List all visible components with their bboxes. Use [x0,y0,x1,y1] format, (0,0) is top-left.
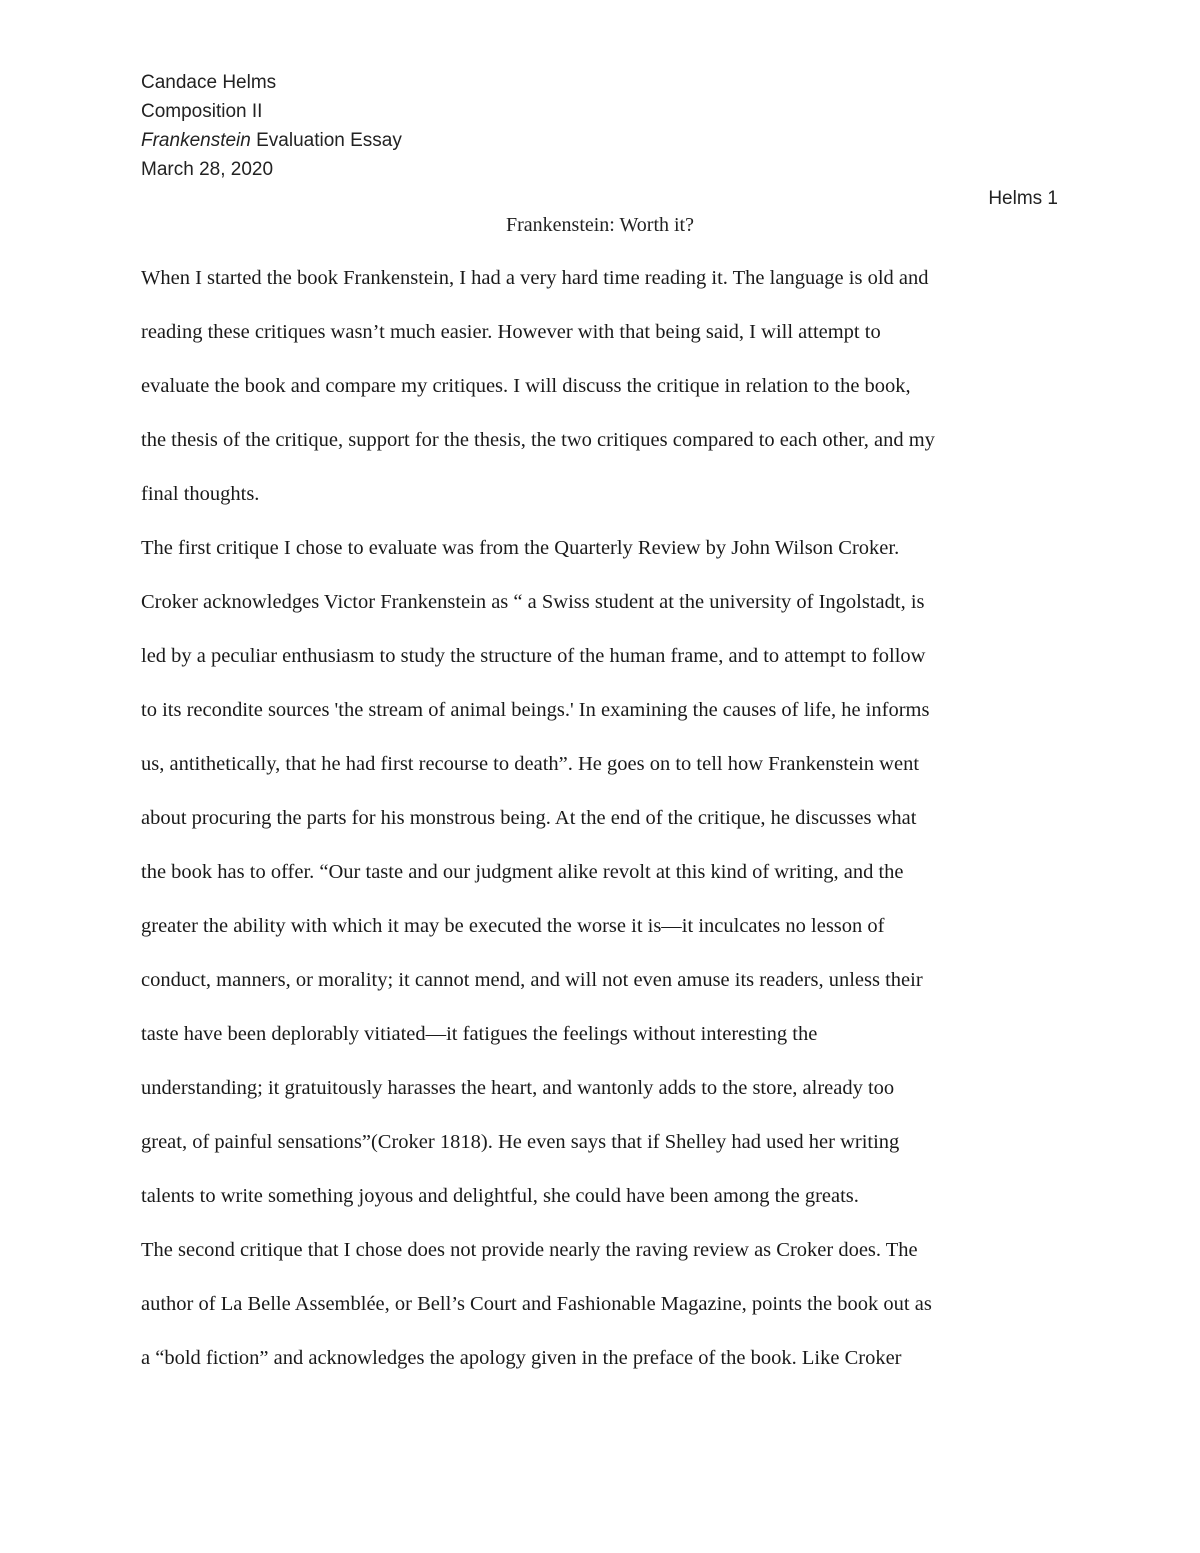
essay-body [141,260,1061,1394]
author-name: Candace Helms [141,72,277,93]
body-line: great, of painful sensations”(Croker 1818). He even says that if Shelley had used her writing [141,1131,900,1153]
body-line: the book has to offer. “Our taste and our judgment alike revolt at this kind of writing, and the [141,861,904,883]
body-line: final thoughts. [141,483,260,505]
body-line: us, antithetically, that he had first recourse to death”. He goes on to tell how Frankenstein went [141,753,920,775]
body-line: evaluate the book and compare my critiques. I will discuss the critique in relation to the book, [141,375,911,397]
body-line: talents to write something joyous and delightful, she could have been among the greats. [141,1185,859,1207]
page-number: Helms 1 [988,188,1058,209]
body-line: The first critique I chose to evaluate was from the Quarterly Review by John Wilson Croker. [141,537,900,559]
assignment-title-rest: Evaluation Essay [250,130,402,151]
body-line: understanding; it gratuitously harasses the heart, and wantonly adds to the store, already too [141,1077,895,1099]
body-line: reading these critiques wasn’t much easier. However with that being said, I will attempt to [141,321,881,343]
essay-date: March 28, 2020 [141,159,274,180]
body-line: about procuring the parts for his monstrous being. At the end of the critique, he discusses what [141,807,917,829]
body-line: The second critique that I chose does not provide nearly the raving review as Croker does. The [141,1239,918,1261]
body-line: led by a peculiar enthusiasm to study the structure of the human frame, and to attempt to follow [141,645,926,667]
body-line: conduct, manners, or morality; it cannot mend, and will not even amuse its readers, unless their [141,969,923,991]
assignment-title-italic: Frankenstein [141,130,251,151]
assignment-title [141,126,402,155]
essay-title: Frankenstein: Worth it? [506,214,694,236]
body-line: a “bold fiction” and acknowledges the apology given in the preface of the book. Like Croker [141,1347,902,1369]
body-line: author of La Belle Assemblée, or Bell’s Court and Fashionable Magazine, points the book out as [141,1293,932,1315]
body-line: When I started the book Frankenstein, I had a very hard time reading it. The language is old and [141,267,929,289]
body-line: to its recondite sources 'the stream of animal beings.' In examining the causes of life, he informs [141,699,930,721]
body-line: greater the ability with which it may be executed the worse it is—it inculcates no lesson of [141,915,885,937]
course-name: Composition II [141,101,263,122]
body-line: Croker acknowledges Victor Frankenstein as “ a Swiss student at the university of Ingolstadt, is [141,591,925,613]
body-line: the thesis of the critique, support for the thesis, the two critiques compared to each other, and my [141,429,935,451]
header-block [141,68,402,184]
body-line: taste have been deplorably vitiated—it fatigues the feelings without interesting the [141,1023,818,1045]
